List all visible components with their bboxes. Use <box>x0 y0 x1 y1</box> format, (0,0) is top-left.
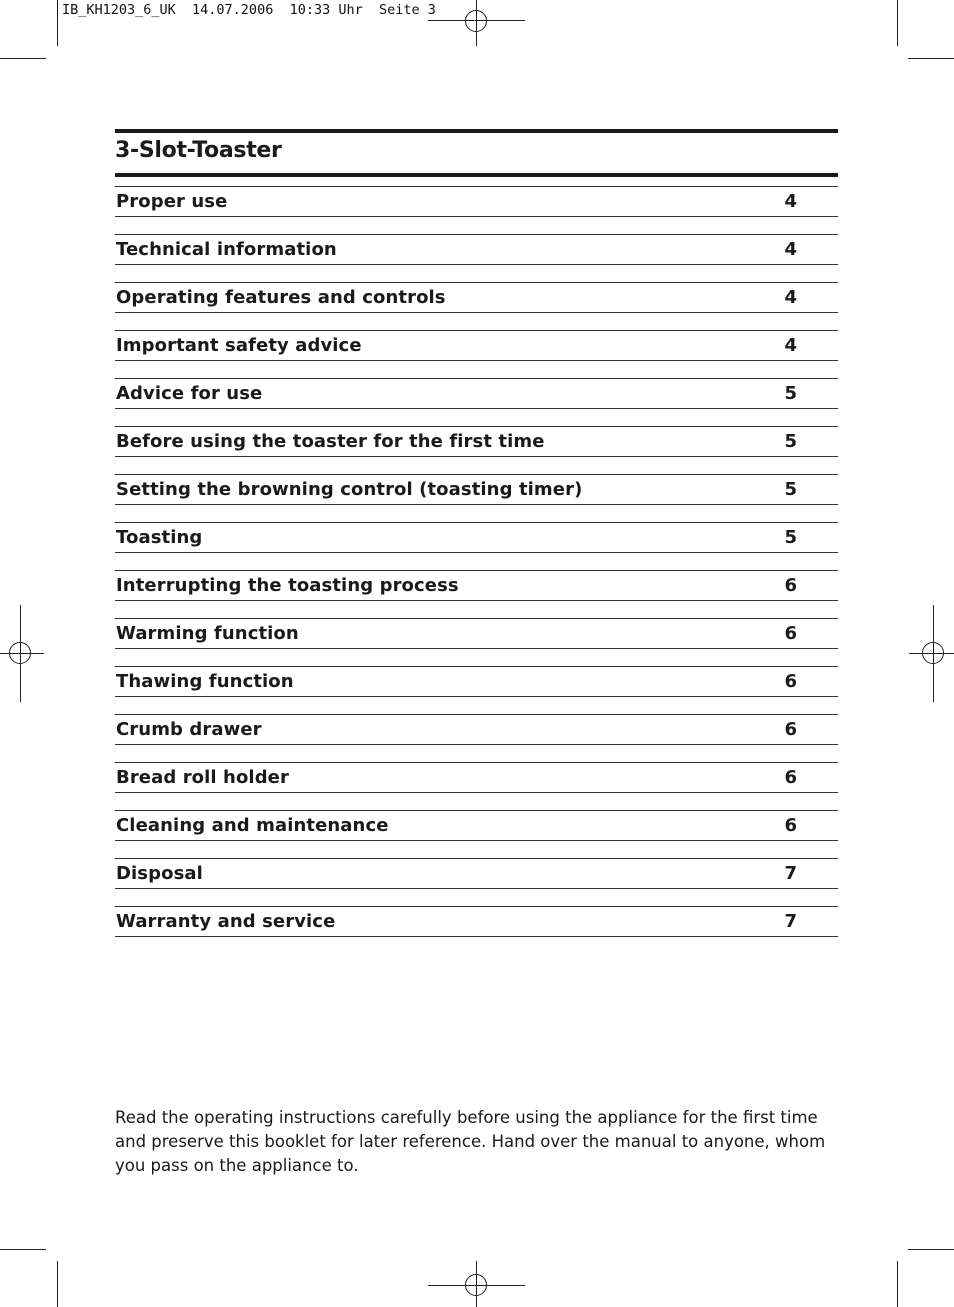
table-of-contents <box>115 186 838 954</box>
toc-page-number: 4 <box>784 287 797 308</box>
toc-label: Disposal <box>116 863 203 884</box>
toc-label: Operating features and controls <box>116 287 446 308</box>
reg-right-circle <box>922 642 944 664</box>
toc-label: Technical information <box>116 239 337 260</box>
crop-mark-bl-h <box>0 1249 46 1250</box>
toc-page-number: 5 <box>784 479 797 500</box>
toc-page-number: 5 <box>784 431 797 452</box>
toc-page-number: 7 <box>784 863 797 884</box>
toc-page-number: 4 <box>784 191 797 212</box>
toc-label: Crumb drawer <box>116 719 262 740</box>
crop-mark-bl-v <box>57 1261 58 1307</box>
toc-page-number: 6 <box>784 671 797 692</box>
toc-label: Advice for use <box>116 383 263 404</box>
toc-page-number: 7 <box>784 911 797 932</box>
toc-row <box>115 906 838 937</box>
toc-label: Warming function <box>116 623 299 644</box>
crop-mark-tl-v <box>57 0 58 46</box>
toc-row <box>115 426 838 457</box>
toc-label: Interrupting the toasting process <box>116 575 459 596</box>
crop-mark-tr-h <box>908 58 954 59</box>
toc-row <box>115 810 838 841</box>
crop-mark-tl-h <box>0 58 46 59</box>
toc-row <box>115 570 838 601</box>
toc-label: Cleaning and maintenance <box>116 815 389 836</box>
toc-page-number: 6 <box>784 575 797 596</box>
crop-mark-tr-v <box>897 0 898 46</box>
toc-page-number: 4 <box>784 335 797 356</box>
print-slug: IB_KH1203_6_UK 14.07.2006 10:33 Uhr Seite 3 <box>62 2 436 18</box>
toc-label: Important safety advice <box>116 335 362 356</box>
toc-label: Proper use <box>116 191 228 212</box>
toc-page-number: 6 <box>784 623 797 644</box>
instructions-note: Read the operating instructions carefully before using the appliance for the first time and preserve this booklet for later reference. Hand over the manual to anyone, whom you pass on the appliance to. <box>115 1108 826 1175</box>
title-rule-top <box>115 129 838 133</box>
toc-page-number: 6 <box>784 719 797 740</box>
reg-left-circle <box>9 642 31 664</box>
toc-label: Warranty and service <box>116 911 336 932</box>
reg-top-circle <box>465 10 487 32</box>
toc-row <box>115 474 838 505</box>
toc-row <box>115 762 838 793</box>
toc-label: Bread roll holder <box>116 767 289 788</box>
toc-row <box>115 378 838 409</box>
toc-row <box>115 714 838 745</box>
toc-page-number: 6 <box>784 815 797 836</box>
reg-bottom-circle <box>465 1274 487 1296</box>
toc-row <box>115 858 838 889</box>
toc-row <box>115 666 838 697</box>
toc-row <box>115 522 838 553</box>
toc-page-number: 5 <box>784 527 797 548</box>
toc-row <box>115 282 838 313</box>
toc-page-number: 6 <box>784 767 797 788</box>
toc-label: Setting the browning control (toasting timer) <box>116 479 583 500</box>
toc-label: Before using the toaster for the first time <box>116 431 545 452</box>
crop-mark-br-v <box>897 1261 898 1307</box>
toc-row <box>115 186 838 217</box>
toc-row <box>115 234 838 265</box>
toc-label: Thawing function <box>116 671 294 692</box>
title-rule-bottom <box>115 173 838 177</box>
toc-row <box>115 330 838 361</box>
toc-page-number: 5 <box>784 383 797 404</box>
toc-row <box>115 618 838 649</box>
page-title: 3-Slot-Toaster <box>115 138 282 163</box>
toc-page-number: 4 <box>784 239 797 260</box>
crop-mark-br-h <box>908 1249 954 1250</box>
toc-label: Toasting <box>116 527 203 548</box>
